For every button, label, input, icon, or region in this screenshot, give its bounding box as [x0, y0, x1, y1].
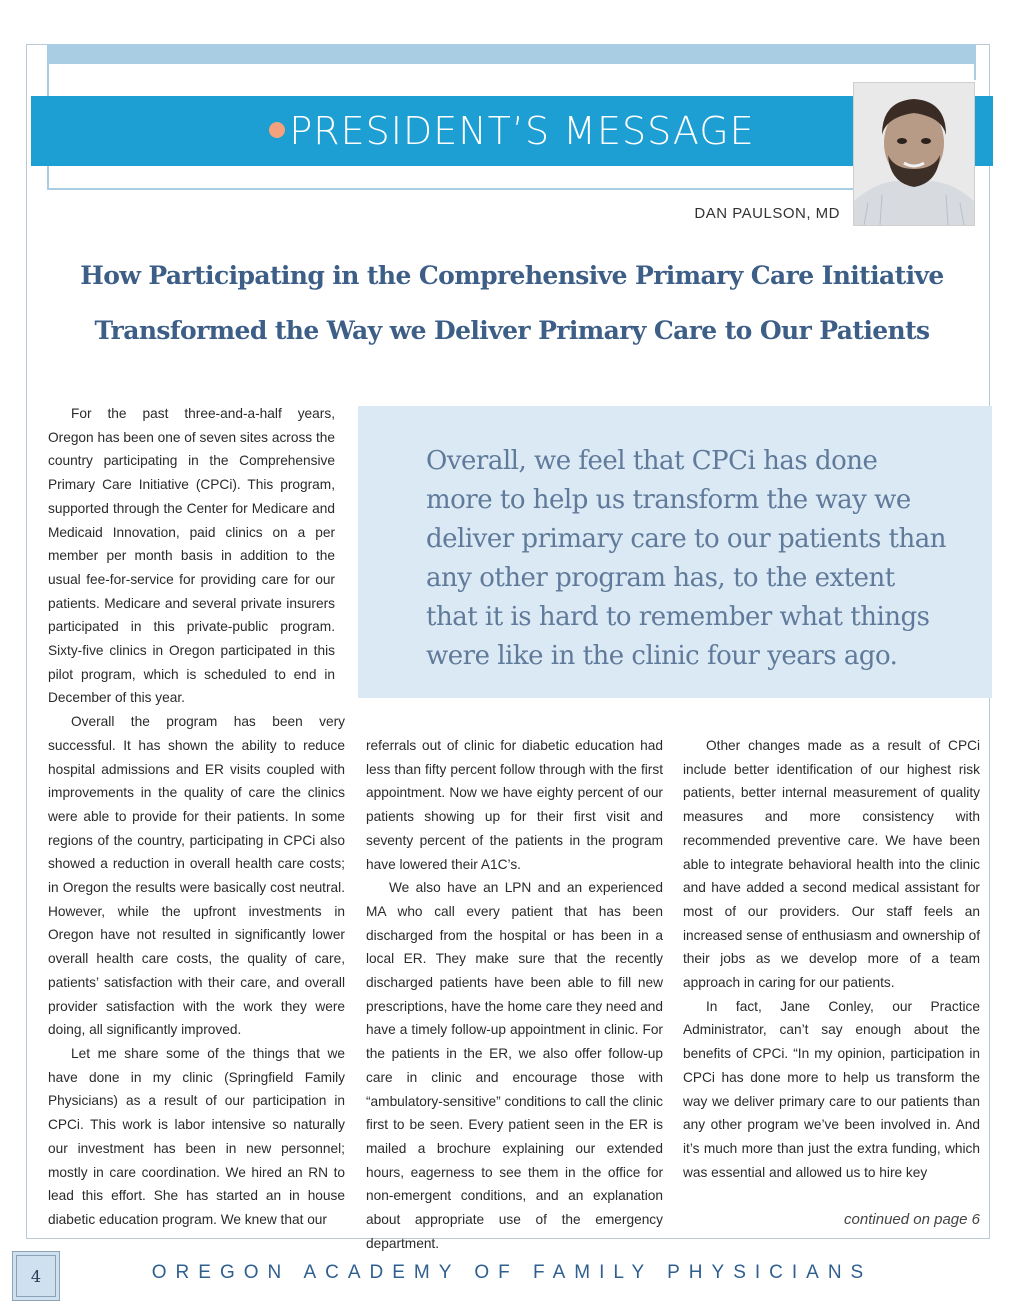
header-top-strip [47, 44, 976, 64]
header-rule-bottom [47, 188, 857, 190]
pull-quote: Overall, we feel that CPCi has done more to help us transform the way we deliver primary care to our patients than any other program has, to the extent that it is hard to remember what things were like in the clinic four years ago. [426, 446, 946, 671]
continued-notice: continued on page 6 [844, 1211, 980, 1228]
headline-line-1: How Participating in the Comprehensive Primary Care Initiative [80, 261, 944, 290]
paragraph: Let me share some of the things that we have done in my clinic (Springfield Family Physicians) as a result of our participation in CPCi. This work is labor intensive so naturally our investment has been in new personnel; mostly in care coordination. We hired an RN to lead this effort. She has started an in house diabetic education program. We knew that our [48, 1045, 345, 1227]
headline-line-2: Transformed the Way we Deliver Primary Care to Our Patients [94, 316, 930, 345]
portrait-icon [854, 83, 974, 225]
paragraph: In fact, Jane Conley, our Practice Administrator, can’t say enough about the benefits of CPCi. “In my opinion, participation in CPCi has done more to help us transform the way we deliver primary care to our patients than any other program we’ve been involved in. And it’s much more than just the extra funding, which was essential and allowed us to hire key [683, 998, 980, 1180]
paragraph: Overall the program has been very successful. It has shown the ability to reduce hospital admissions and ER visits coupled with improvements in the quality of care the clinics were able to provide for their patients. In some regions of the country, participating in CPCi also showed a reduction in overall health care costs; in Oregon the results were basically cost neutral. However, while the upfront investments in Oregon have not resulted in significantly lower overall health care costs, the quality of care, patients’ satisfaction with their care, and overall provider satisfaction with the work they were doing, all significantly improved. [48, 714, 345, 1038]
footer-organization: OREGON ACADEMY OF FAMILY PHYSICIANS [151, 1262, 873, 1283]
paragraph: referrals out of clinic for diabetic education had less than fifty percent follow through with the first appointment. Now we have eighty percent of our patients showing up for their first visit and seventy percent of the patients in the program have lowered their A1C’s. [366, 738, 663, 872]
bullet-icon [269, 122, 285, 138]
section-title-text: PRESIDENT’S MESSAGE [289, 109, 755, 153]
article-column-2 [366, 734, 663, 1255]
article-column-1 [48, 402, 345, 1232]
paragraph: For the past three-and-a-half years, Oregon has been one of seven sites across the country participating in the Comprehensive Primary Care Initiative (CPCi). This program, supported through the Center for Medicare and Medicaid Innovation, paid clinics on a per member per month basis in addition to the usual fee-for-service for providing care for our patients. Medicare and several private insurers participated in this private-public program. Sixty-five clinics in Oregon participated in this pilot program, which is scheduled to end in December of this year. [48, 406, 335, 706]
article-column-3 [683, 734, 980, 1184]
author-photo [853, 82, 975, 226]
paragraph: We also have an LPN and an experienced MA who call every patient that has been discharged from the hospital or has been in a local ER. They make sure that the recently discharged patients have been able to fill new prescriptions, have the home care they need and have a timely follow-up appointment in clinic. For the patients in the ER, we also offer follow-up care in clinic and encourage those with “ambulatory-sensitive” conditions to call the clinic first to be seen. Every patient seen in the ER is mailed a brochure explaining our extended hours, eagerness to see them in the office for non-emergent conditions, and an explanation about appropriate use of the emergency department. [366, 880, 663, 1251]
article-headline [40, 248, 984, 358]
page-number: 4 [16, 1255, 56, 1297]
author-name: DAN PAULSON, MD [694, 205, 840, 222]
header-strip-right [974, 44, 976, 80]
paragraph: Other changes made as a result of CPCi include better identification of our highest risk patients, better internal measurement of quality measures and more consistency with recommended preventive care. We have been able to integrate behavioral health into the clinic and have added a second medical assistant for most of our providers. Our staff feels an increased sense of enthusiasm and ownership of their jobs as we develop more of a team approach in caring for our patients. [683, 738, 980, 991]
